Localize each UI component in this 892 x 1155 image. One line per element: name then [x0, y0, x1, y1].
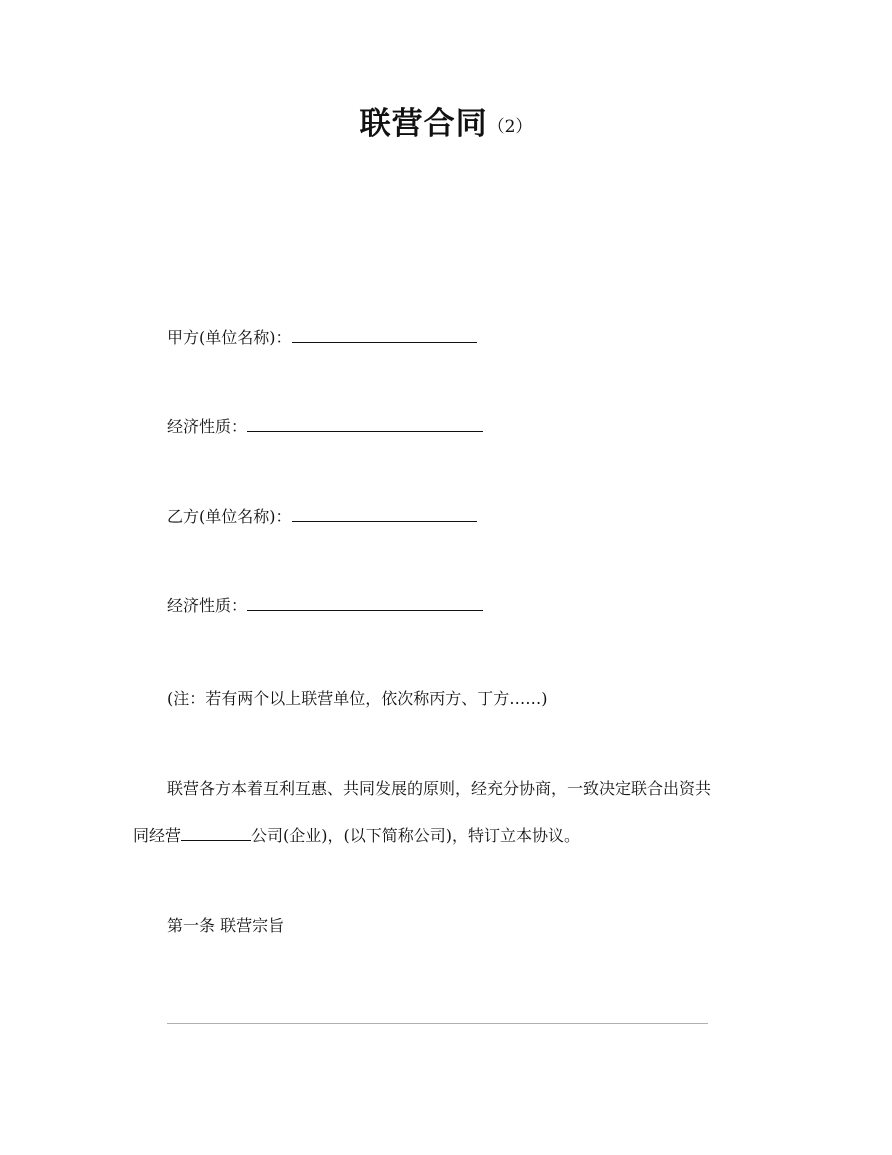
party-a-name-blank[interactable]	[292, 327, 477, 343]
section-heading: 第一条 联营宗旨	[167, 916, 285, 935]
party-b-name-field	[167, 506, 477, 528]
intro-paragraph-line-1: 联营各方本着互利互惠、共同发展的原则，经充分协商，一致决定联合出资共	[167, 779, 712, 798]
party-a-name-label: 甲方(单位名称)：	[167, 328, 292, 347]
document-title	[0, 104, 892, 149]
party-a-nature-label: 经济性质：	[167, 417, 248, 436]
company-name-blank[interactable]	[181, 825, 251, 841]
party-a-name-field	[167, 327, 477, 349]
party-b-nature-field	[167, 595, 483, 617]
note-text: (注：若有两个以上联营单位，依次称丙方、丁方……)	[167, 689, 548, 708]
intro-line2-before: 同经营	[133, 826, 182, 845]
party-a-nature-field	[167, 416, 483, 438]
intro-paragraph-line-2	[133, 825, 580, 847]
page-footer-divider	[167, 1023, 708, 1024]
party-b-nature-label: 经济性质：	[167, 596, 248, 615]
party-b-name-label: 乙方(单位名称)：	[167, 507, 292, 526]
party-a-nature-blank[interactable]	[247, 416, 483, 432]
title-sub: （2）	[487, 117, 533, 137]
intro-line2-after: 公司(企业)，(以下简称公司)，特订立本协议。	[251, 826, 580, 845]
title-main: 联营合同	[359, 106, 488, 142]
party-b-name-blank[interactable]	[292, 506, 477, 522]
party-b-nature-blank[interactable]	[247, 595, 483, 611]
